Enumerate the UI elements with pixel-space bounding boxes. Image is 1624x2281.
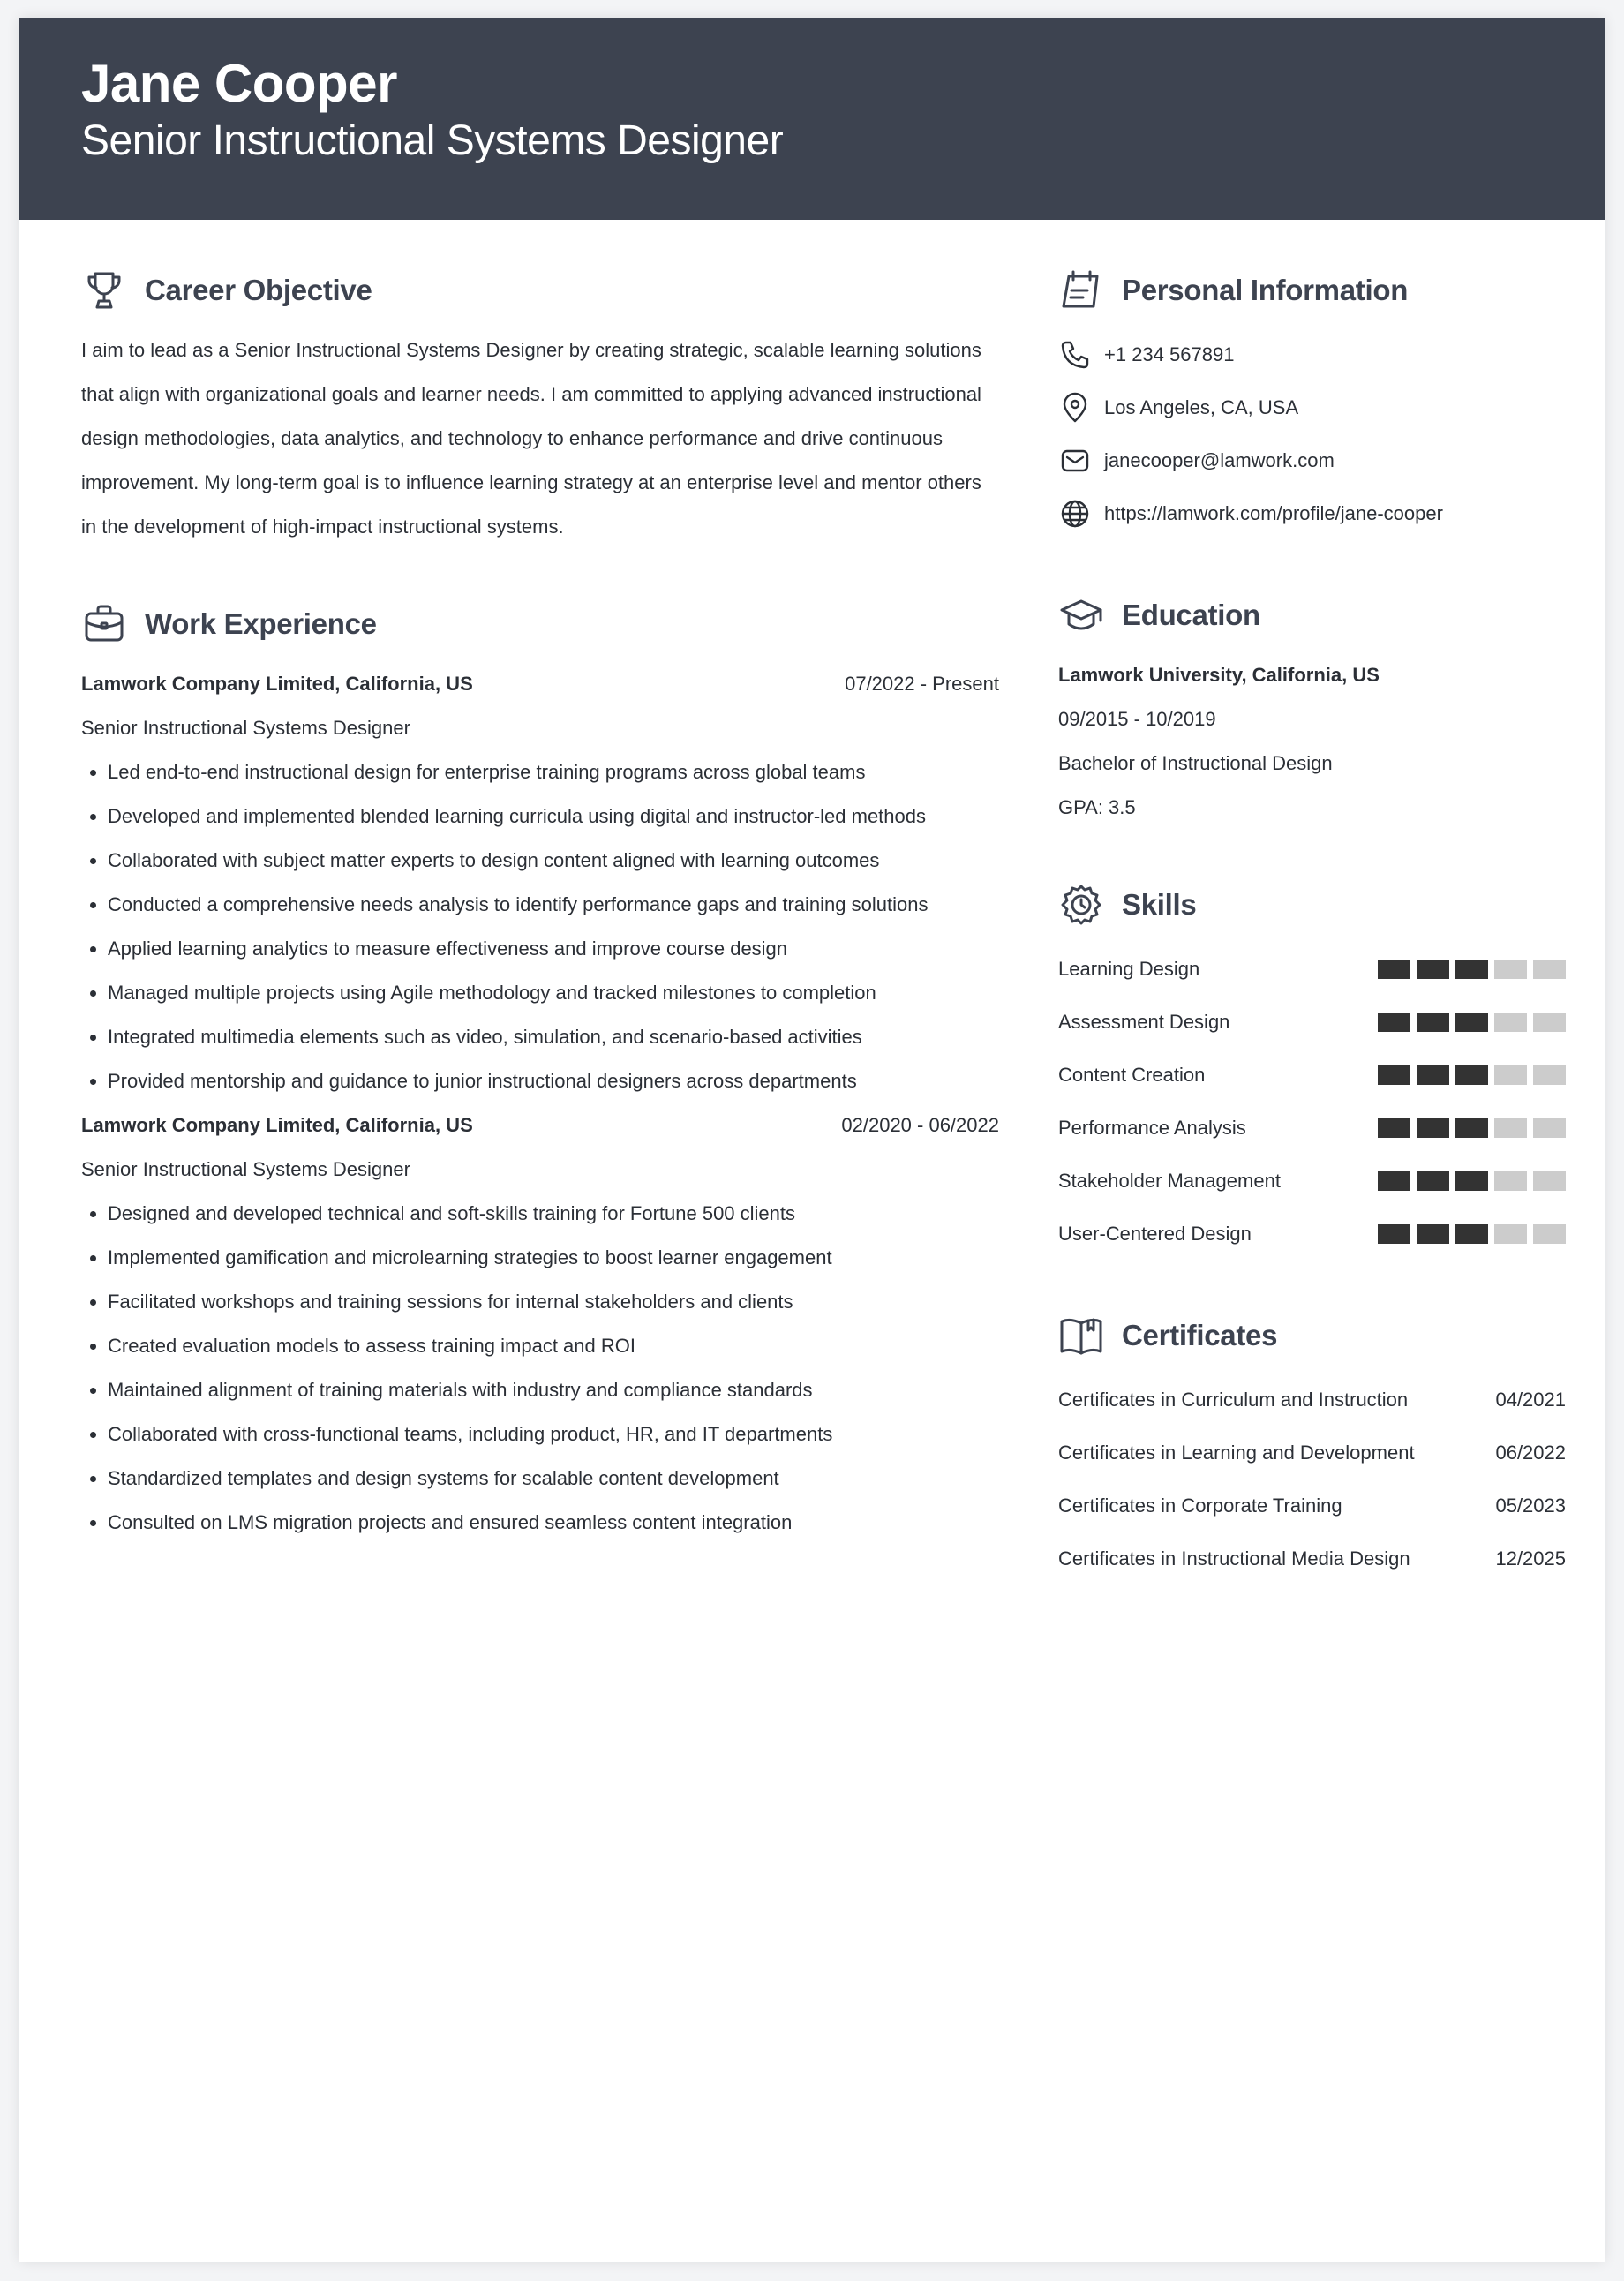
skill-row [1058,943,1566,996]
job-company: Lamwork Company Limited, California, US [81,1114,473,1136]
skill-level-segment [1533,1013,1566,1032]
skill-level-segment [1417,1013,1449,1032]
skill-level-segment [1455,960,1488,979]
work-experience-heading: Work Experience [145,607,377,640]
job-entry [81,662,999,1103]
location-pin-icon [1058,391,1092,425]
briefcase-icon [81,601,127,647]
location-row [1058,381,1566,434]
skill-level-segment [1378,1171,1410,1191]
skill-level-segment [1455,1013,1488,1032]
job-bullets [81,1192,999,1545]
skill-level-segment [1533,960,1566,979]
work-experience-section [81,598,999,1545]
job-company: Lamwork Company Limited, California, US [81,673,473,695]
skill-level-segment [1378,1065,1410,1085]
skill-level-meter [1378,1065,1566,1085]
mail-icon [1058,444,1092,478]
phone-icon [1058,338,1092,372]
skill-level-segment [1533,1224,1566,1244]
right-column [1058,220,1566,1585]
candidate-title: Senior Instructional Systems Designer [81,117,784,164]
skill-row [1058,1102,1566,1155]
skill-level-meter [1378,1224,1566,1244]
email-row [1058,434,1566,487]
website-row [1058,487,1566,540]
skill-level-segment [1494,1013,1527,1032]
certificate-date: 06/2022 [1495,1442,1566,1464]
job-bullet: Implemented gamification and microlearning strategies to boost learner engagement [108,1236,999,1280]
skill-level-segment [1378,960,1410,979]
calendar-note-icon [1058,267,1104,313]
personal-information-section [1058,264,1566,540]
job-entry [81,1103,999,1545]
skill-row [1058,1208,1566,1261]
certificate-name: Certificates in Curriculum and Instruction [1058,1389,1409,1411]
certificates-section [1058,1309,1566,1585]
job-bullet: Designed and developed technical and soft-skills training for Fortune 500 clients [108,1192,999,1236]
skill-level-segment [1455,1118,1488,1138]
skill-level-meter [1378,960,1566,979]
gear-icon [1058,882,1104,928]
education-degree: Bachelor of Instructional Design [1058,752,1333,774]
resume-page [19,18,1605,2262]
skill-row [1058,1155,1566,1208]
certificate-row [1058,1374,1566,1427]
job-role: Senior Instructional Systems Designer [81,717,410,739]
skill-level-segment [1378,1118,1410,1138]
job-bullet: Created evaluation models to assess training impact and ROI [108,1324,999,1368]
job-bullet: Managed multiple projects using Agile methodology and tracked milestones to completion [108,971,999,1015]
job-bullet: Developed and implemented blended learning curricula using digital and instructor-led methods [108,794,999,839]
job-dates: 07/2022 - Present [845,673,999,695]
skill-level-segment [1455,1171,1488,1191]
skill-level-segment [1494,1065,1527,1085]
skill-name: User-Centered Design [1058,1223,1252,1245]
career-objective-section [81,264,999,549]
globe-icon [1058,497,1092,531]
personal-information-heading: Personal Information [1122,274,1409,306]
skill-level-meter [1378,1013,1566,1032]
skill-level-segment [1417,1171,1449,1191]
skills-list [1058,943,1566,1261]
job-bullets [81,750,999,1103]
left-column [81,220,999,1545]
job-bullet: Consulted on LMS migration projects and ensured seamless content integration [108,1501,999,1545]
phone-number[interactable]: +1 234 567891 [1104,343,1235,365]
skill-level-segment [1417,1224,1449,1244]
skill-level-segment [1533,1118,1566,1138]
certificate-row [1058,1479,1566,1532]
education-gpa: GPA: 3.5 [1058,796,1136,818]
career-objective-heading: Career Objective [145,274,372,306]
job-bullet: Facilitated workshops and training sessions for internal stakeholders and clients [108,1280,999,1324]
education-school: Lamwork University, California, US [1058,664,1380,686]
skill-level-segment [1494,1118,1527,1138]
job-bullet: Maintained alignment of training materials with industry and compliance standards [108,1368,999,1412]
certificate-name: Certificates in Instructional Media Design [1058,1547,1410,1570]
skills-section [1058,878,1566,1261]
candidate-name: Jane Cooper [81,54,397,113]
certificates-list [1058,1374,1566,1585]
skill-row [1058,996,1566,1049]
graduation-cap-icon [1058,592,1104,638]
skill-level-segment [1494,1171,1527,1191]
skill-level-segment [1378,1013,1410,1032]
skill-level-segment [1417,960,1449,979]
job-bullet: Provided mentorship and guidance to junior instructional designers across departments [108,1059,999,1103]
website-link[interactable]: https://lamwork.com/profile/jane-cooper [1104,502,1443,524]
certificate-row [1058,1427,1566,1479]
skill-level-segment [1533,1171,1566,1191]
job-bullet: Collaborated with subject matter experts to design content aligned with learning outcomes [108,839,999,883]
job-bullet: Led end-to-end instructional design for enterprise training programs across global teams [108,750,999,794]
skill-level-segment [1417,1118,1449,1138]
skill-level-segment [1494,1224,1527,1244]
skill-name: Learning Design [1058,958,1200,980]
skill-level-meter [1378,1171,1566,1191]
job-bullet: Applied learning analytics to measure effectiveness and improve course design [108,927,999,971]
book-icon [1058,1313,1104,1359]
certificate-name: Certificates in Corporate Training [1058,1494,1342,1517]
job-bullet: Conducted a comprehensive needs analysis to identify performance gaps and training solutions [108,883,999,927]
skill-level-segment [1378,1224,1410,1244]
skill-level-segment [1455,1224,1488,1244]
certificate-date: 12/2025 [1495,1547,1566,1570]
education-section [1058,589,1566,830]
education-dates: 09/2015 - 10/2019 [1058,708,1216,730]
location-text: Los Angeles, CA, USA [1104,396,1299,418]
certificate-row [1058,1532,1566,1585]
job-role: Senior Instructional Systems Designer [81,1158,410,1180]
job-dates: 02/2020 - 06/2022 [841,1114,999,1136]
skill-row [1058,1049,1566,1102]
trophy-icon [81,267,127,313]
certificate-name: Certificates in Learning and Development [1058,1442,1415,1464]
skill-level-segment [1533,1065,1566,1085]
job-bullet: Standardized templates and design systems for scalable content development [108,1457,999,1501]
skill-name: Stakeholder Management [1058,1170,1281,1192]
certificate-date: 04/2021 [1495,1389,1566,1411]
resume-header [19,18,1605,220]
skills-heading: Skills [1122,888,1197,921]
skill-level-segment [1417,1065,1449,1085]
skill-name: Performance Analysis [1058,1117,1246,1139]
phone-row [1058,328,1566,381]
skill-level-segment [1494,960,1527,979]
job-bullet: Collaborated with cross-functional teams, including product, HR, and IT departments [108,1412,999,1457]
skill-name: Content Creation [1058,1064,1206,1086]
career-objective-text: I aim to lead as a Senior Instructional Systems Designer by creating strategic, scalable learning solutions that align with organizational goals and learner needs. I am committed to applying advanced instructional design methodologies, data analytics, and technology to enhance performance and drive continuous improvement. My long-term goal is to influence learning strategy at an enterprise level and mentor others in the development of high-impact instructional systems. [81,339,981,538]
education-heading: Education [1122,598,1260,631]
certificate-date: 05/2023 [1495,1494,1566,1517]
certificates-heading: Certificates [1122,1319,1278,1351]
skill-level-segment [1455,1065,1488,1085]
skill-level-meter [1378,1118,1566,1138]
job-bullet: Integrated multimedia elements such as video, simulation, and scenario-based activities [108,1015,999,1059]
skill-name: Assessment Design [1058,1011,1230,1033]
email-link[interactable]: janecooper@lamwork.com [1104,449,1335,471]
